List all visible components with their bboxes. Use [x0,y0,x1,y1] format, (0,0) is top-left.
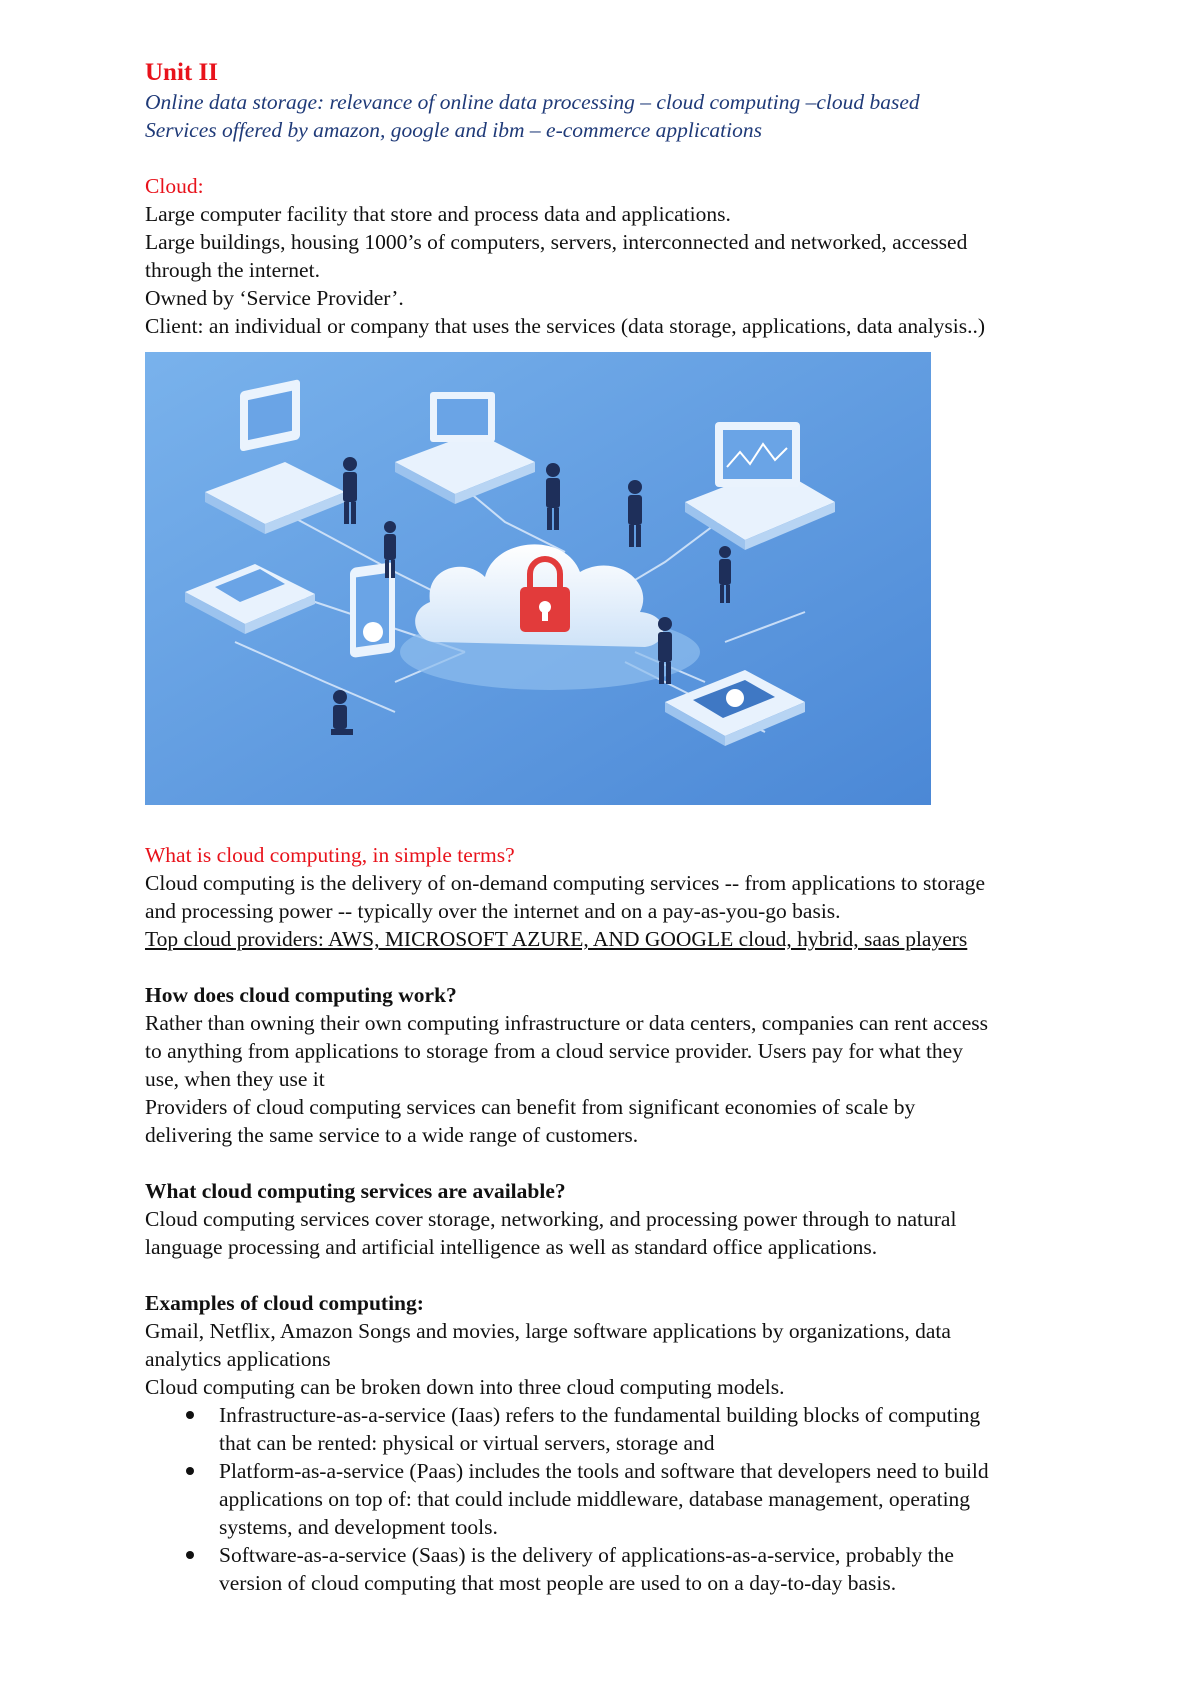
cloud-computing-illustration [145,352,931,805]
subtitle-line-1: Online data storage: relevance of online data processing – cloud computing –cloud based [145,90,920,114]
services-line: Cloud computing services cover storage, networking, and processing power through to natural [145,1207,957,1231]
how-work-line: Providers of cloud computing services can benefit from significant economies of scale by [145,1095,916,1119]
what-is-line: Cloud computing is the delivery of on-demand computing services -- from applications to storage [145,871,986,895]
document-page [145,58,1115,1597]
bullet-icon [186,1467,194,1475]
examples-heading: Examples of cloud computing: [145,1291,424,1315]
cloud-line: Client: an individual or company that uses the services (data storage, applications, data analysis..) [145,314,986,338]
models-list [145,1401,1115,1597]
cloud-line: through the internet. [145,258,320,282]
list-item: Platform-as-a-service (Paas) includes the tools and software that developers need to build applications on top of: that could include middleware, database management, operating systems, and development tools. [145,1457,1115,1541]
cloud-line: Large buildings, housing 1000’s of computers, servers, interconnected and networked, accessed [145,230,968,254]
services-line: language processing and artificial intelligence as well as standard office applications. [145,1235,878,1259]
services-heading: What cloud computing services are available? [145,1179,566,1203]
examples-line: Gmail, Netflix, Amazon Songs and movies, large software applications by organizations, data [145,1319,951,1343]
what-is-line: and processing power -- typically over the internet and on a pay-as-you-go basis. [145,899,841,923]
cloud-line: Owned by ‘Service Provider’. [145,286,404,310]
list-item: Infrastructure-as-a-service (Iaas) refers to the fundamental building blocks of computing that can be rented: physical or virtual servers, storage and [145,1401,1115,1457]
unit-title: Unit II [145,59,218,86]
cloud-line: Large computer facility that store and process data and applications. [145,202,731,226]
subtitle-line-2: Services offered by amazon, google and ibm – e-commerce applications [145,118,762,142]
bullet-icon [186,1411,194,1419]
how-work-line: Rather than owning their own computing infrastructure or data centers, companies can rent access [145,1011,988,1035]
how-work-heading: How does cloud computing work? [145,983,457,1007]
bullet-icon [186,1551,194,1559]
cloud-heading: Cloud: [145,174,204,198]
list-item: Software-as-a-service (Saas) is the delivery of applications-as-a-service, probably the version of cloud computing that most people are used to on a day-to-day basis. [145,1541,1115,1597]
top-providers-line: Top cloud providers: AWS, MICROSOFT AZURE, AND GOOGLE cloud, hybrid, saas players [145,927,968,951]
how-work-line: use, when they use it [145,1067,325,1091]
examples-line: Cloud computing can be broken down into three cloud computing models. [145,1375,785,1399]
how-work-line: to anything from applications to storage from a cloud service provider. Users pay for what they [145,1039,963,1063]
how-work-line: delivering the same service to a wide range of customers. [145,1123,639,1147]
what-is-heading: What is cloud computing, in simple terms? [145,843,515,867]
examples-line: analytics applications [145,1347,331,1371]
